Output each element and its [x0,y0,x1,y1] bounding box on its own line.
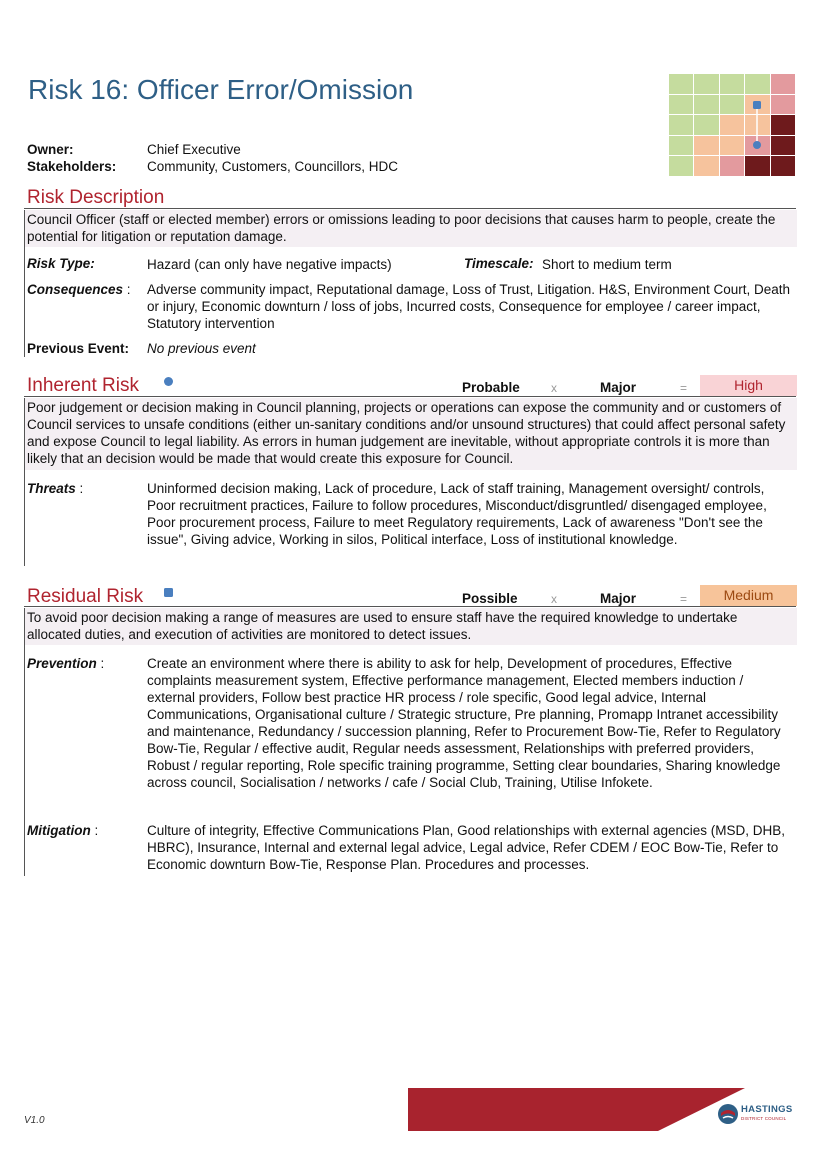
version-label: V1.0 [24,1115,45,1126]
previous-event-label: Previous Event: [27,341,130,356]
previous-event-value: No previous event [147,341,256,356]
stakeholders-label: Stakeholders: [27,159,117,174]
timescale-label: Timescale: [464,256,534,271]
inherent-marker-dot-icon [753,141,761,149]
inherent-risk-heading: Inherent Risk [27,375,139,396]
residual-risk-heading: Residual Risk [27,586,144,607]
residual-marker-square-icon [753,101,761,109]
page-title: Risk 16: Officer Error/Omission [28,74,414,105]
risk-type-label: Risk Type: [27,256,95,271]
residual-likelihood: Possible [462,591,518,606]
mitigation-label: Mitigation : [27,823,99,838]
section-left-border [24,470,25,566]
inherent-times: x [551,381,557,395]
owner-value: Chief Executive [147,142,241,157]
timescale-value: Short to medium term [542,257,672,272]
risk-description-heading: Risk Description [27,187,165,208]
residual-impact: Major [600,591,637,606]
residual-times: x [551,592,557,606]
inherent-equals: = [680,381,688,395]
residual-risk-text: To avoid poor decision making a range of measures are used to ensure staff have the required knowledge to undertake allocated duties, and execution of activities are monitored to detect issues. [24,608,797,645]
inherent-level-badge: High [700,375,797,396]
residual-square-icon [164,588,173,597]
logo-subtext: DISTRICT COUNCIL [741,1116,787,1121]
threats-label: Threats : [27,481,84,496]
section-divider [24,396,796,397]
inherent-likelihood: Probable [462,380,520,395]
section-left-border [24,247,25,357]
hastings-logo [717,1101,817,1127]
inherent-dot-icon [164,377,173,386]
section-divider [24,208,796,209]
threats-value: Uninformed decision making, Lack of procedure, Lack of staff training, Management oversight/ controls, Poor recruitment practices, Failure to follow procedures, Misconduct/disgruntled/ disengaged employee, Poor procurement process, Failure to meet Regulatory requirements, Lack of awareness "Don't see the issue", Giving advice, Working in silos, Political interface, Loss of institutional knowledge. [147,481,767,547]
consequences-value: Adverse community impact, Reputational damage, Loss of Trust, Litigation. H&S, Environment Court, Death or injury, Economic downturn / loss of jobs, Incurred costs, Consequence for employee / career impact, Statutory intervention [147,282,791,331]
stakeholders-value: Community, Customers, Councillors, HDC [147,159,399,174]
risk-description-text: Council Officer (staff or elected member) errors or omissions leading to poor decisions that causes harm to people, create the potential for litigation or reputation damage. [24,210,797,247]
inherent-risk-text: Poor judgement or decision making in Council planning, projects or operations can expose the community and or customers of Council services to unsafe conditions (either un-sanitary conditions and/or unsound structures) that could affect personal safety and expose Council to legal liability. As errors in human judgement are inevitable, without appropriate controls it is more than likely that an decision would be made that would create this exposure for Council. [24,398,797,470]
section-divider [24,606,796,607]
inherent-impact: Major [600,380,637,395]
prevention-value: Create an environment where there is ability to ask for help, Development of procedures, Effective complaints measurement system, Effective performance management, Elected members induction / external providers, Follow best practice HR process / role specific, Good legal advice, Internal Communications, Organisational culture / Strategic structure, Pre planning, Promapp Intranet accessibility and maintenance, Redundancy / succession planning, Refer to Procurement Bow-Tie, Refer to Regulatory Bow-Tie, Regular / effective audit, Regular needs assessment, Relationships with preferred providers, Robust / regular reporting, Role specific training programme, Setting clear boundaries, Sharing knowledge across council, Socialisation / networks / cafe / Social Club, Training, Utilise Infokete. [147,656,781,790]
residual-equals: = [680,592,688,606]
prevention-label: Prevention : [27,656,105,671]
residual-level-badge: Medium [700,585,797,606]
hastings-logo-icon [717,1103,739,1125]
owner-label: Owner: [27,142,74,157]
mitigation-value: Culture of integrity, Effective Communications Plan, Good relationships with external agencies (MSD, DHB, HBRC), Insurance, Internal and external legal advice, Legal advice, Refer CDEM / EOC Bow-Tie, Refer to Economic downturn Bow-Tie, Response Plan. Procedures and processes. [147,823,786,872]
section-left-border [24,645,25,876]
consequences-label: Consequences : [27,282,131,297]
logo-text: HASTINGS [741,1104,793,1115]
risk-type-value: Hazard (can only have negative impacts) [147,257,392,272]
risk-trajectory [669,74,795,176]
footer-red-band [408,1088,745,1131]
